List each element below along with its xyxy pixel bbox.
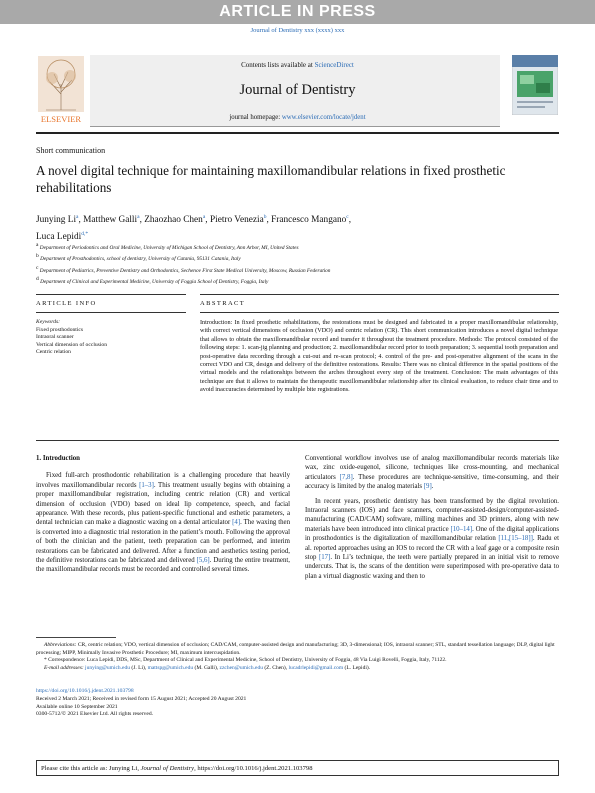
abstract-rule-top <box>200 294 559 295</box>
keyword-item: Centric relation <box>36 349 71 356</box>
author-name: Pietro Venezia <box>209 215 264 226</box>
affiliation-marker[interactable]: a <box>202 214 206 220</box>
publication-info <box>36 688 336 719</box>
article-info-heading: ARTICLE INFO <box>36 300 97 307</box>
affiliation-list <box>36 241 536 286</box>
body-paragraph: Conventional workflow involves use of analog maxillomandibular records materials like wax, zinc oxide-eugenol, silicone, techniques like cross-mounting, and mechanical articulators [7,8]. These procedures are technique-sensitive, time-consuming, and their accuracy is limited by the analog materials [9]. <box>305 455 560 491</box>
journal-name: Journal of Dentistry <box>239 82 356 98</box>
article-info-rule-top <box>36 294 186 295</box>
journal-reference-link[interactable]: Journal of Dentistry xxx (xxxx) xxx <box>250 27 345 34</box>
homepage-link[interactable]: www.elsevier.com/locate/jdent <box>281 114 366 121</box>
copyright: 0300-5712/© 2021 Elsevier Ltd. All rights reserved. <box>36 711 154 718</box>
article-info-rule-bottom <box>36 312 186 313</box>
citation-link[interactable]: [4] <box>232 519 241 527</box>
author-name: Matthew Galli <box>83 215 138 226</box>
affiliation-item: $^c$ Department of Pediatrics, Preventive Dentistry and Orthodontics, Sechenov First State Medical University, Moscow, Russian Federation <box>36 264 331 274</box>
affiliation-item: $^a$ Department of Periodontics and Oral Medicine, University of Michigan School of Dentistry, Ann Arbor, MI, United States <box>36 242 299 251</box>
abbreviations-footnote: Abbreviations: CR, centric relation; VDO, vertical dimension of occlusion; CAD/CAM, computer-assisted design and manufacturing; 3D, 3-dimensional; IOS, intraoral scanner; STL, standard tessellation language; DLP, digital light processing; MIPP, Minimally Invasive Prosthetic Procedure; MI, maximum intercuspidation. <box>36 642 555 656</box>
citation-link[interactable]: [7,8] <box>339 473 353 481</box>
citation-link[interactable]: [10–14] <box>450 525 473 533</box>
body-paragraph: In recent years, prosthetic dentistry has been transformed by the digital revolution. Intraoral scanners (IOS) and face scanners, computer-assisted-design/computer-assisted-manufacturing (CAD/CAM) software, milling machines and 3D printers, along with new materials have been introduced into clinical practice [10–14]. One of the digital applications in prosthodontics is the digitalization of maxillomandibular relation [11,[15–18]]. Radu et al. reported approaches using an IOS to record the CR with a leaf gage or a composite resin stop [17]. In Li’s technique, the teeth were partially prepared in an initial visit to remove undercuts. That is, the scans of the dentition were superimposed with pre-operative data to plan a virtual diagnostic waxing and then to <box>305 497 560 580</box>
article-type: Short communication <box>36 146 106 155</box>
author-name: Francesco Mangano <box>271 215 347 226</box>
sciencedirect-link[interactable]: ScienceDirect <box>314 61 354 69</box>
keyword-item: Vertical dimension of occlusion <box>36 341 107 348</box>
contents-list-line: Contents lists available at ScienceDirect <box>241 61 354 69</box>
section-heading-introduction: 1. Introduction <box>36 455 80 462</box>
available-online: Available online 10 September 2021 <box>36 703 118 710</box>
affiliation-marker[interactable]: c <box>346 214 349 220</box>
citation-link[interactable]: [11,[15–18]] <box>498 535 533 543</box>
citation-link[interactable]: [17] <box>318 554 331 562</box>
author-name: Luca Lepidi <box>36 232 82 243</box>
header-rule <box>36 132 559 134</box>
affiliation-item: $^b$ Department of Prosthodontics, school of dentistry, University of Catania, 95131 Catania, Italy <box>36 253 241 263</box>
affiliation-item: $^d$ Department of Clinical and Experimental Medicine, University of Foggia School of Dentistry, Foggia, Italy <box>36 276 269 285</box>
journal-cover-image <box>512 55 558 115</box>
abstract-text: Introduction: In fixed prosthetic rehabilitations, the restorations must be designed and fabricated in a proper maxillomandibular relationship, with correct vertical dimensions of occlusion (VDO) and centric relation (CR). This short communication introduces a novel digital technique that allows to obtain the maxillomandibular record and transfer it throughout the treatment procedure. Methods: The protocol consisted of the following steps: 1. scan-jig planning and production; 2. maxillomandibular record prior to tooth preparation; 3. sequential tooth preparation and post-operative data recording through a cut-out and re-scan protocol; 4. control of the pre- and post-operative alignment of the scans in the correct VDO and CR, design and delivery of the definitive restorations. Results: There was no clinical difference in the spatial positions of the virtual models and the relationships between the arches throughout every step of the treatment. Conclusion: The main advantages of this technique are that it allows to maintain the therapeutic maxillomandibular relationship after its clinical evaluation, to reduce chair time and to avoid inaccuracies determined by multiple bite registrations. <box>200 319 558 394</box>
keyword-item: Fixed prosthodontics <box>36 326 84 333</box>
svg-text:ELSEVIER: ELSEVIER <box>40 114 82 124</box>
email-footnote: E-mail addresses: junying@umich.edu (J. Li), mattspg@umich.edu (M. Galli), zzchen@umich.edu (Z. Chen), lucadrlepidi@gmail.com (L. Lepidi). <box>44 664 371 671</box>
citation-link[interactable]: [5,6] <box>196 557 210 565</box>
citation-link[interactable]: [1–3] <box>139 481 154 489</box>
body-column-right <box>305 454 559 581</box>
abstract-end-rule <box>36 440 559 441</box>
keywords-block <box>36 319 186 357</box>
email-link[interactable]: lucadrlepidi@gmail.com <box>288 664 344 671</box>
received-dates: Received 2 March 2021; Received in revised form 15 August 2021; Accepted 20 August 2021 <box>36 695 247 702</box>
citation-link[interactable]: [9] <box>423 483 432 491</box>
doi-link[interactable]: https://doi.org/10.1016/j.jdent.2021.103798 <box>36 688 134 694</box>
keyword-item: Intraoral scanner <box>36 334 74 341</box>
article-in-press-banner: ARTICLE IN PRESS <box>0 0 595 24</box>
citation-box: Please cite this article as: Junying Li, Journal of Dentistry, https://doi.org/10.1016/j.jdent.2021.103798 <box>36 760 559 776</box>
footnote-rule <box>36 637 116 638</box>
author-name: Junying Li <box>36 215 77 226</box>
body-paragraph: Fixed full-arch prosthodontic rehabilitation is a challenging procedure that heavily involves maxillomandibular records [1–3]. This treatment usually begins with obtaining a proper maxillomandibular registration, including centric relation (CR) and vertical dimension of occlusion (VDO) based on ideal lip competence, speech, and facial appearance. With these records, plus patient-specific functional and esthetic parameters, a dental technician can make a diagnostic waxing on a dental articulator [4]. The waxing then is converted into a diagnostic trial restoration in the patient’s mouth. Following the approval of both the clinician and the patient, teeth preparation can be performed, and interim restorations can be fabricated and delivered. After a function and aesthetics testing period, the definitive restorations can be fabricated and delivered [5,6]. During the entire treatment, the maxillomandibular records must be recorded and controlled several times. <box>36 472 291 574</box>
email-link[interactable]: junying@umich.edu <box>85 664 130 671</box>
abstract-heading: ABSTRACT <box>200 300 246 307</box>
author-name: Zhaozhao Chen <box>144 215 203 226</box>
email-link[interactable]: mattspg@umich.edu <box>147 664 194 671</box>
affiliation-marker[interactable]: b <box>263 214 267 220</box>
correspondence-footnote: * Correspondence: Luca Lepidi, DDS, MSc, Department of Clinical and Experimental Medicine, School of Dentistry, University of Foggia, 48 Via Luigi Rovelli, Foggia, Italy, 71122. <box>44 657 447 664</box>
body-column-left <box>36 454 290 575</box>
affiliation-marker[interactable]: a <box>76 214 79 220</box>
article-title: A novel digital technique for maintaining maxillomandibular relations in fixed prosthetic rehabilitations <box>36 163 506 195</box>
affiliation-marker[interactable]: a <box>137 214 140 220</box>
affiliation-marker[interactable]: d,* <box>81 231 89 238</box>
footnotes <box>36 642 559 672</box>
keywords-heading: Keywords: <box>36 319 61 325</box>
author-list: Junying Li$^a$, Matthew Galli$^a$, Zhaozhao Chen$^a$, Pietro Venezia$^b$, Francesco Mangano$^c$, Luca Lepidi$^{d,*}$ <box>36 214 352 243</box>
journal-homepage: journal homepage: www.elsevier.com/locate/jdent <box>229 114 366 121</box>
email-link[interactable]: zzchen@umich.edu <box>219 664 263 671</box>
abstract-rule-bottom <box>200 312 559 313</box>
